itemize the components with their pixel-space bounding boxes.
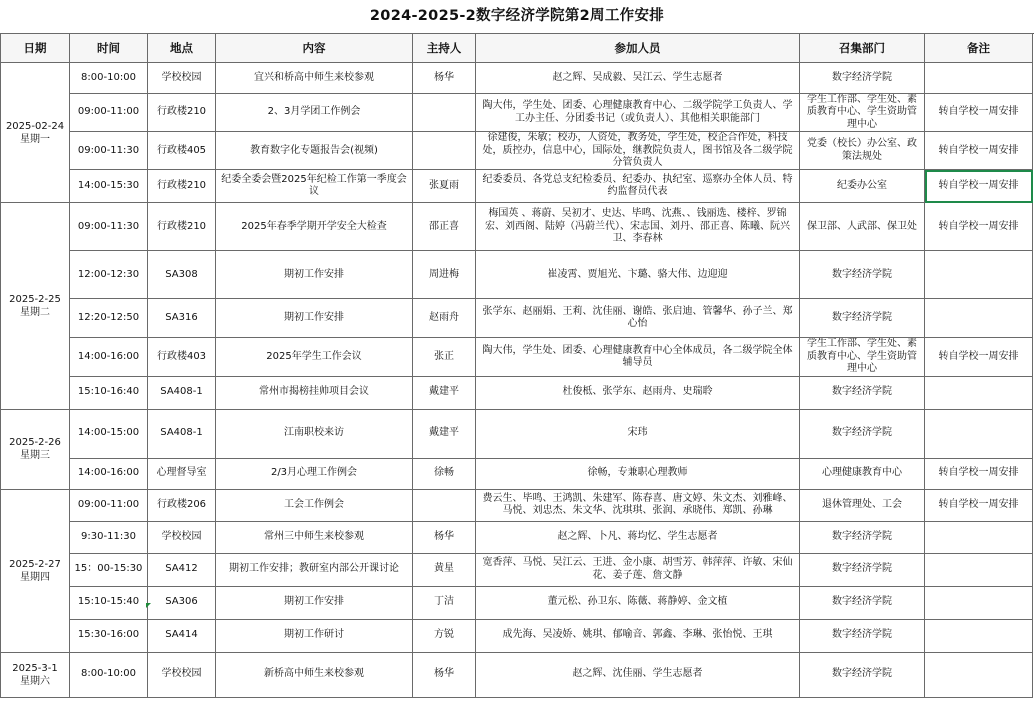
dept-cell[interactable]: 数字经济学院 [800,409,925,458]
table-row [1,652,1033,697]
dept-cell[interactable]: 保卫部、人武部、保卫处 [800,203,925,251]
date-label: 2025-2-25 [9,294,61,306]
content-cell[interactable]: 2/3月心理工作例会 [216,458,413,489]
host-cell[interactable]: 邵正喜 [413,203,476,251]
host-cell[interactable]: 徐畅 [413,458,476,489]
place-cell[interactable]: SA408-1 [148,409,216,458]
weekday-label: 星期三 [20,450,50,462]
date-cell[interactable] [1,652,70,697]
table-row [1,132,1033,170]
note-cell[interactable] [925,521,1033,553]
attendees-cell[interactable]: 梅国英 、蒋蔚、吴初才、史达、毕鸣、沈燕、、钱丽选、楼梓、罗锦宏、刘西阁、陆婷（冯蔚兰代）、宋志国、刘丹、邵正喜、陈曦、阮兴卫、李春林 [476,203,800,251]
note-cell[interactable] [925,652,1033,697]
weekday-label: 星期一 [20,133,50,145]
content-cell[interactable]: 期初工作安排 [216,299,413,338]
content-cell[interactable]: 2025年学生工作会议 [216,338,413,376]
attendees-cell[interactable]: 董元松、孙卫东、陈薇、蒋静婷、金文植 [476,586,800,619]
note-cell[interactable]: 转自学校一周安排 [925,132,1033,170]
col-header-date[interactable]: 日期 [1,34,70,63]
host-cell[interactable]: 方锐 [413,619,476,652]
place-cell[interactable]: 学校校园 [148,652,216,697]
time-cell[interactable]: 8:00-10:00 [70,652,148,697]
note-cell[interactable]: 转自学校一周安排 [925,458,1033,489]
content-cell[interactable]: 宜兴和桥高中师生来校参观 [216,63,413,94]
col-header-note[interactable]: 备注 [925,34,1033,63]
table-row [1,203,1033,251]
dept-cell[interactable]: 数字经济学院 [800,376,925,409]
place-cell[interactable]: SA408-1 [148,376,216,409]
attendees-cell[interactable]: 徐建俊，朱敏；校办，人资处，教务处，学生处，校企合作处，科技处，质控办，信息中心，国际处，继教院负责人，图书馆及各二级学院分管负责人 [476,132,800,170]
host-cell[interactable]: 张夏雨 [413,170,476,203]
note-cell[interactable]: 转自学校一周安排 [925,94,1033,132]
header-row [1,34,1033,63]
table-row [1,521,1033,553]
note-cell[interactable] [925,299,1033,338]
note-cell[interactable] [925,619,1033,652]
attendees-cell[interactable]: 赵之辉、吴成毅、吴江云、学生志愿者 [476,63,800,94]
note-cell[interactable] [925,586,1033,619]
time-cell[interactable]: 15:10-16:40 [70,376,148,409]
note-cell[interactable] [925,63,1033,94]
dept-cell[interactable]: 学生工作部、学生处、素质教育中心、学生资助管理中心 [800,338,925,376]
table-row [1,409,1033,458]
date-cell[interactable] [1,63,70,203]
note-cell[interactable] [925,553,1033,586]
table-row [1,489,1033,521]
date-cell[interactable] [1,203,70,409]
attendees-cell[interactable]: 赵之辉、卜凡、蒋均忆、学生志愿者 [476,521,800,553]
table-row [1,619,1033,652]
table-row [1,170,1033,203]
time-cell[interactable]: 15：00-15:30 [70,553,148,586]
dept-cell[interactable]: 纪委办公室 [800,170,925,203]
time-cell[interactable]: 12:00-12:30 [70,251,148,299]
host-cell[interactable]: 张正 [413,338,476,376]
date-label: 2025-2-27 [9,558,61,570]
note-cell[interactable]: 转自学校一周安排 [925,170,1033,203]
time-cell[interactable]: 14:00-16:00 [70,338,148,376]
comment-indicator [146,603,151,608]
time-cell[interactable]: 8:00-10:00 [70,63,148,94]
content-cell[interactable]: 常州三中师生来校参观 [216,521,413,553]
dept-cell[interactable]: 数字经济学院 [800,251,925,299]
host-cell[interactable] [413,489,476,521]
note-cell[interactable]: 转自学校一周安排 [925,338,1033,376]
col-header-host[interactable]: 主持人 [413,34,476,63]
dept-cell[interactable]: 数字经济学院 [800,619,925,652]
date-label: 2025-3-1 [12,662,58,674]
table-row [1,63,1033,94]
dept-cell[interactable]: 退休管理处、工会 [800,489,925,521]
host-cell[interactable] [413,132,476,170]
dept-cell[interactable]: 数字经济学院 [800,521,925,553]
time-cell[interactable]: 15:30-16:00 [70,619,148,652]
place-cell[interactable]: 行政楼405 [148,132,216,170]
date-label: 2025-02-24 [5,120,65,132]
dept-cell[interactable]: 数字经济学院 [800,63,925,94]
attendees-cell[interactable]: 宽香萍、马悦、吴江云、王进、金小康、胡雪芳、韩萍萍、许敏、宋仙花、姜子莲、詹文静 [476,553,800,586]
content-cell[interactable]: 工会工作例会 [216,489,413,521]
dept-cell[interactable]: 数字经济学院 [800,652,925,697]
content-cell[interactable]: 教育数字化专题报告会(视频) [216,132,413,170]
dept-cell[interactable]: 党委（校长）办公室、政策法规处 [800,132,925,170]
attendees-cell[interactable]: 崔凌霄、贾旭光、卞璐、骆大伟、边迎迎 [476,251,800,299]
content-cell[interactable]: 新桥高中师生来校参观 [216,652,413,697]
content-cell[interactable]: 纪委全委会暨2025年纪检工作第一季度会议 [216,170,413,203]
content-cell[interactable]: 期初工作研讨 [216,619,413,652]
note-cell[interactable] [925,409,1033,458]
note-cell[interactable] [925,251,1033,299]
place-cell[interactable]: 学校校园 [148,521,216,553]
dept-cell[interactable]: 数字经济学院 [800,586,925,619]
host-cell[interactable]: 丁洁 [413,586,476,619]
time-cell[interactable]: 14:00-16:00 [70,458,148,489]
date-cell[interactable] [1,489,70,652]
place-cell[interactable]: 行政楼210 [148,203,216,251]
table-row [1,553,1033,586]
time-cell[interactable]: 9:30-11:30 [70,521,148,553]
schedule-table [0,33,1033,698]
table-row [1,251,1033,299]
place-cell[interactable]: SA308 [148,251,216,299]
content-cell[interactable]: 期初工作安排 [216,251,413,299]
host-cell[interactable]: 黄星 [413,553,476,586]
host-cell[interactable]: 杨华 [413,521,476,553]
place-cell[interactable]: 行政楼210 [148,170,216,203]
time-cell[interactable]: 09:00-11:30 [70,203,148,251]
col-header-attendees[interactable]: 参加人员 [476,34,800,63]
table-row [1,458,1033,489]
place-cell[interactable]: 行政楼206 [148,489,216,521]
attendees-cell[interactable]: 张学东、赵丽娟、王莉、沈佳丽、谢皓、张启迪、管馨华、孙子兰、郑心怡 [476,299,800,338]
attendees-cell[interactable]: 纪委委员、各党总支纪检委员、纪委办、执纪室、巡察办全体人员、特约监督员代表 [476,170,800,203]
time-cell[interactable]: 09:00-11:00 [70,94,148,132]
time-cell[interactable]: 09:00-11:00 [70,489,148,521]
host-cell[interactable]: 杨华 [413,63,476,94]
attendees-cell[interactable]: 宋玮 [476,409,800,458]
sheet-title: 2024-2025-2数字经济学院第2周工作安排 [0,0,1034,34]
col-header-time[interactable]: 时间 [70,34,148,63]
place-cell[interactable]: SA316 [148,299,216,338]
content-cell[interactable]: 期初工作安排；教研室内部公开课讨论 [216,553,413,586]
date-label: 2025-2-26 [9,437,61,449]
host-cell[interactable]: 戴建平 [413,376,476,409]
host-cell[interactable]: 戴建平 [413,409,476,458]
place-cell[interactable]: SA414 [148,619,216,652]
dept-cell[interactable]: 学生工作部、学生处、素质教育中心、学生资助管理中心 [800,94,925,132]
table-row [1,376,1033,409]
table-row [1,94,1033,132]
attendees-cell[interactable]: 费云生、毕鸣、王鸿凯、朱建军、陈春喜、唐文婷、朱文杰、刘雅峰、马悦、刘忠杰、朱文华、沈琪琪、张润、承晓伟、郑凯、孙琳 [476,489,800,521]
attendees-cell[interactable]: 陶大伟，学生处、团委、心理健康教育中心全体成员，各二级学院全体辅导员 [476,338,800,376]
host-cell[interactable] [413,94,476,132]
content-cell[interactable]: 常州市揭榜挂帅项目会议 [216,376,413,409]
host-cell[interactable]: 杨华 [413,652,476,697]
content-cell[interactable]: 2025年春季学期开学安全大检查 [216,203,413,251]
time-cell[interactable]: 15:10-15:40 [70,586,148,619]
place-cell[interactable]: 行政楼210 [148,94,216,132]
attendees-cell[interactable]: 成先海、吴凌娇、姚琪、郁喻音、郭鑫、李琳、张怡悦、王琪 [476,619,800,652]
place-cell[interactable]: SA306 [148,586,216,619]
attendees-cell[interactable]: 徐畅，专兼职心理教师 [476,458,800,489]
dept-cell[interactable]: 心理健康教育中心 [800,458,925,489]
table-row [1,338,1033,376]
weekday-label: 星期二 [20,307,50,319]
attendees-cell[interactable]: 杜俊柢、张学东、赵雨舟、史瑞聆 [476,376,800,409]
content-cell[interactable]: 期初工作安排 [216,586,413,619]
dept-cell[interactable]: 数字经济学院 [800,553,925,586]
time-cell[interactable]: 12:20-12:50 [70,299,148,338]
note-cell[interactable]: 转自学校一周安排 [925,489,1033,521]
place-cell[interactable]: 心理督导室 [148,458,216,489]
place-cell[interactable]: 学校校园 [148,63,216,94]
table-row [1,586,1033,619]
note-cell[interactable] [925,376,1033,409]
note-cell[interactable]: 转自学校一周安排 [925,203,1033,251]
col-header-place[interactable]: 地点 [148,34,216,63]
time-cell[interactable]: 14:00-15:00 [70,409,148,458]
dept-cell[interactable]: 数字经济学院 [800,299,925,338]
host-cell[interactable]: 赵雨舟 [413,299,476,338]
time-cell[interactable]: 14:00-15:30 [70,170,148,203]
host-cell[interactable]: 周进梅 [413,251,476,299]
attendees-cell[interactable]: 赵之辉、沈佳丽、学生志愿者 [476,652,800,697]
weekday-label: 星期四 [20,571,50,583]
attendees-cell[interactable]: 陶大伟，学生处、团委、心理健康教育中心、二级学院学工负责人、学工办主任、分团委书记（或负责人）、其他相关职能部门 [476,94,800,132]
content-cell[interactable]: 江南职校来访 [216,409,413,458]
content-cell[interactable]: 2、3月学团工作例会 [216,94,413,132]
date-cell[interactable] [1,409,70,489]
place-cell[interactable]: 行政楼403 [148,338,216,376]
time-cell[interactable]: 09:00-11:30 [70,132,148,170]
place-cell[interactable]: SA412 [148,553,216,586]
col-header-dept[interactable]: 召集部门 [800,34,925,63]
col-header-content[interactable]: 内容 [216,34,413,63]
weekday-label: 星期六 [20,675,50,687]
table-row [1,299,1033,338]
